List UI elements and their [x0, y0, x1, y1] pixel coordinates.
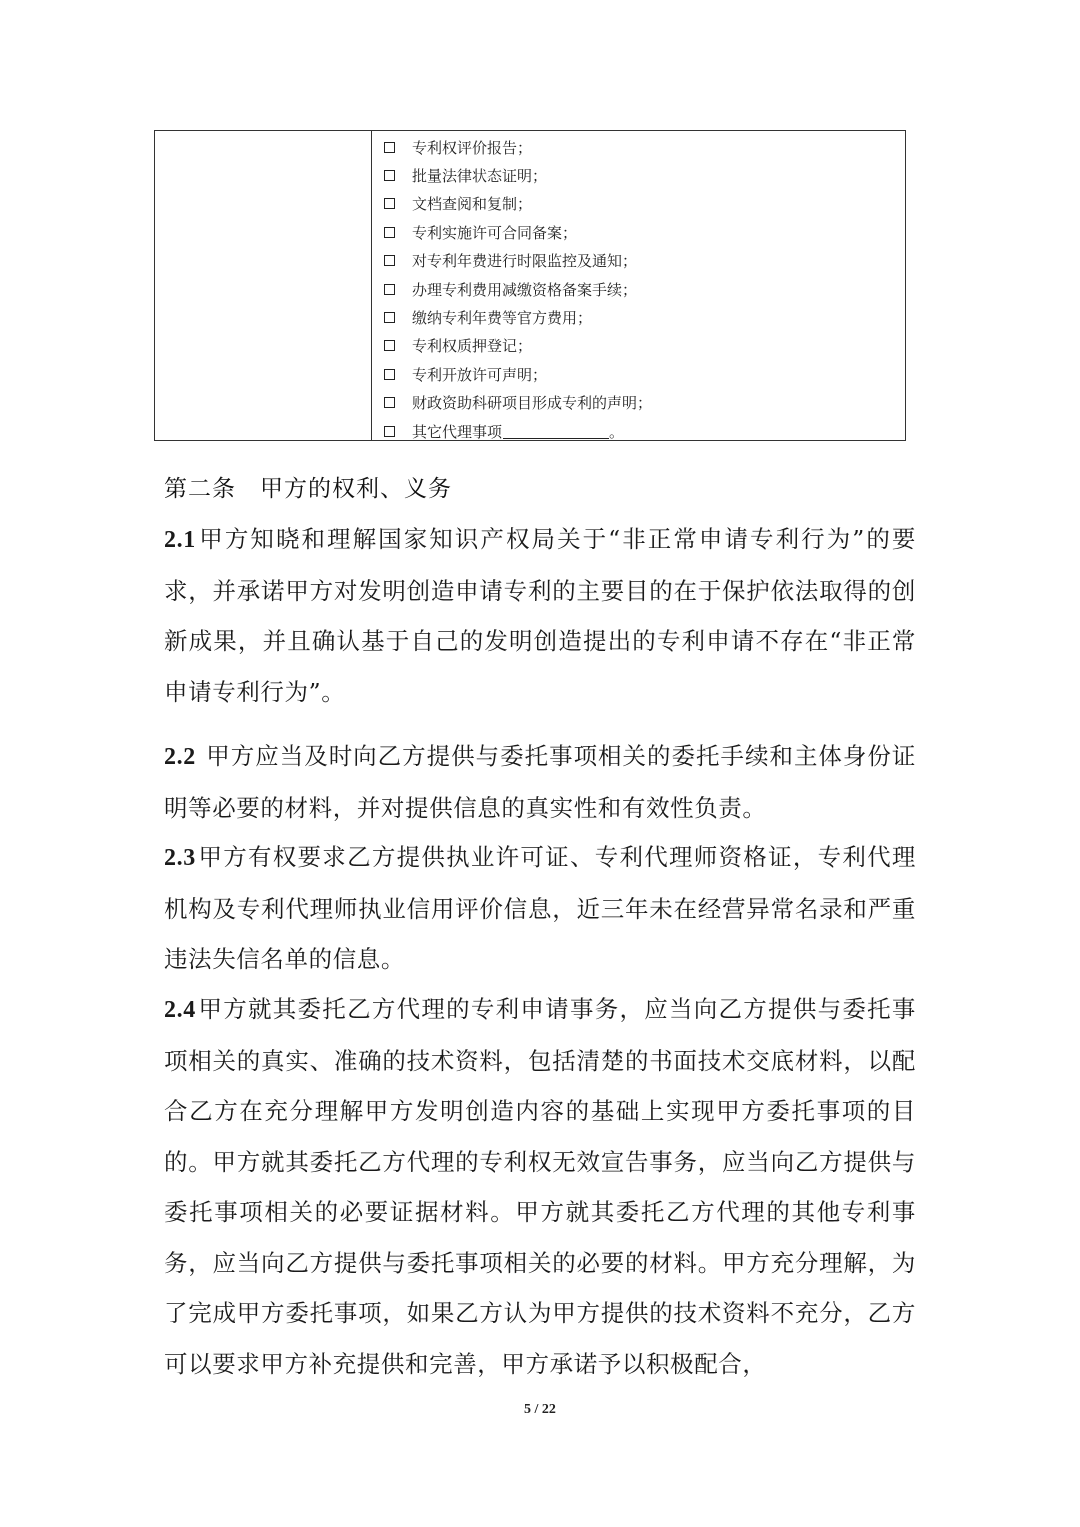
checkbox-icon[interactable] [384, 369, 395, 380]
checklist-item[interactable] [372, 332, 905, 360]
clause-number: 2.1 [164, 527, 196, 553]
checkbox-icon[interactable] [384, 284, 395, 295]
clause-number: 2.3 [164, 845, 196, 871]
clause-2-3 [164, 832, 916, 985]
checkbox-icon[interactable] [384, 255, 395, 266]
checkbox-icon[interactable] [384, 198, 395, 209]
clause-number: 2.4 [164, 997, 196, 1023]
checklist-item-label: 专利开放许可声明； [412, 365, 548, 384]
table-right-cell [372, 131, 905, 440]
checklist-item-label: 专利权质押登记； [412, 337, 533, 356]
checkbox-icon[interactable] [384, 340, 395, 351]
clause-text: 甲方知晓和理解国家知识产权局关于“非正常申请专利行为”的要求，并承诺甲方对发明创造申请专利的主要目的在于保护依法取得的创新成果，并且确认基于自己的发明创造提出的专利申请不存在“非正常申请专利行为”。 [164, 525, 916, 706]
clause-2-4 [164, 984, 916, 1389]
checklist-item[interactable] [372, 161, 905, 189]
other-item-fill-blank[interactable] [503, 424, 609, 439]
checklist-item-label: 对专利年费进行时限监控及通知； [412, 252, 638, 271]
checklist-item[interactable] [372, 247, 905, 275]
clause-2-1 [164, 514, 916, 717]
table-left-cell [155, 131, 372, 440]
checklist-item-label: 文档查阅和复制； [412, 195, 533, 214]
checklist-item[interactable] [372, 190, 905, 218]
checklist-item[interactable] [372, 303, 905, 331]
checkbox-icon[interactable] [384, 170, 395, 181]
other-item-label: 其它代理事项 [412, 422, 503, 441]
checkbox-icon[interactable] [384, 142, 395, 153]
section-heading: 第二条 甲方的权利、义务 [164, 476, 452, 502]
checkbox-icon[interactable] [384, 397, 395, 408]
checkbox-icon[interactable] [384, 227, 395, 238]
checkbox-icon[interactable] [384, 312, 395, 323]
checklist-item-label: 办理专利费用减缴资格备案手续； [412, 280, 638, 299]
checklist-item[interactable] [372, 275, 905, 303]
checklist-item[interactable] [372, 133, 905, 161]
checklist-item[interactable] [372, 389, 905, 417]
checklist-item-label: 财政资助科研项目形成专利的声明； [412, 394, 653, 413]
checklist-item-label: 专利实施许可合同备案； [412, 223, 578, 242]
checklist-item[interactable] [372, 218, 905, 246]
checklist-item-label: 批量法律状态证明； [412, 167, 548, 186]
clause-number: 2.2 [164, 744, 196, 770]
page-number: 5 / 22 [524, 1402, 556, 1417]
clause-text: 甲方有权要求乙方提供执业许可证、专利代理师资格证，专利代理机构及专利代理师执业信用评价信息，近三年未在经营异常名录和严重违法失信名单的信息。 [164, 843, 916, 973]
checklist-item[interactable] [372, 360, 905, 388]
checklist-item-label: 缴纳专利年费等官方费用； [412, 309, 593, 328]
service-items-table [154, 130, 906, 441]
checklist-item-label: 专利权评价报告； [412, 138, 533, 157]
other-item-suffix: 。 [609, 422, 625, 441]
clause-text: 甲方就其委托乙方代理的专利申请事务，应当向乙方提供与委托事项相关的真实、准确的技术资料，包括清楚的书面技术交底材料，以配合乙方在充分理解甲方发明创造内容的基础上实现甲方委托事项的目的。甲方就其委托乙方代理的专利权无效宣告事务，应当向乙方提供与委托事项相关的必要证据材料。甲方就其委托乙方代理的其他专利事务，应当向乙方提供与委托事项相关的必要的材料。甲方充分理解，为了完成甲方委托事项，如果乙方认为甲方提供的技术资料不充分，乙方可以要求甲方补充提供和完善，甲方承诺予以积极配合， [164, 995, 916, 1378]
checkbox-icon[interactable] [384, 426, 395, 437]
clause-2-2 [164, 731, 916, 833]
clause-text: 甲方应当及时向乙方提供与委托事项相关的委托手续和主体身份证明等必要的材料，并对提供信息的真实性和有效性负责。 [164, 742, 916, 822]
checklist-item-other[interactable] [372, 417, 905, 445]
